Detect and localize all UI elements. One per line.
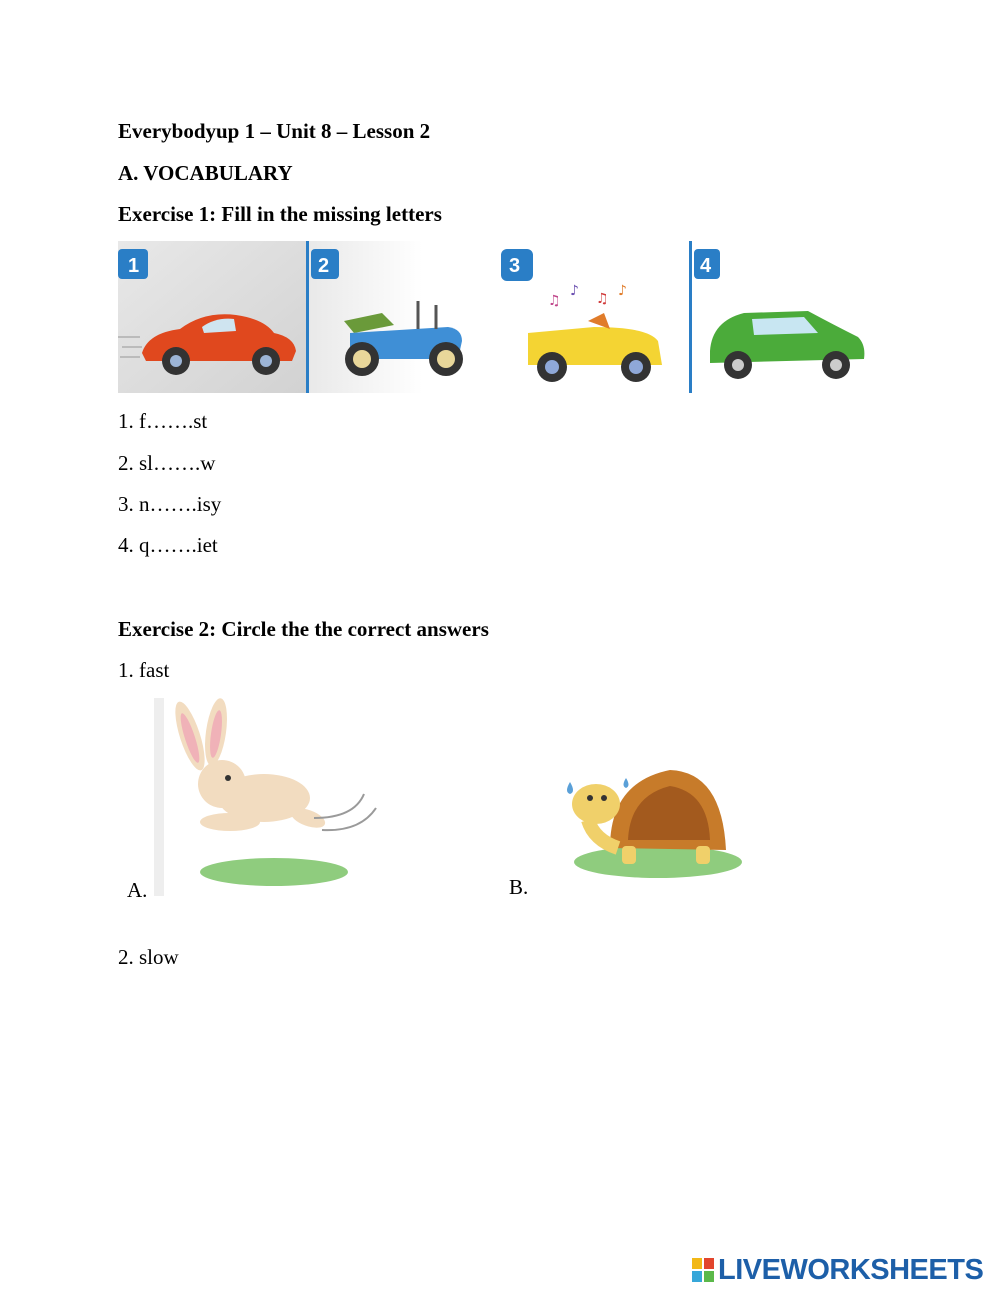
rabbit-image [154, 698, 382, 896]
section-heading: A. VOCABULARY [118, 161, 293, 185]
badge-2: 2 [318, 255, 330, 277]
exercise-2-question-1: 1. fast [118, 658, 170, 682]
exercise-1-item-4[interactable]: 4. q…….iet [118, 533, 218, 557]
exercise-2-question-2: 2. slow [118, 945, 179, 969]
exercise-1-item-1[interactable]: 1. f…….st [118, 409, 208, 433]
svg-text:♫: ♫ [548, 293, 561, 309]
logo-blocks-icon [692, 1258, 714, 1282]
fast-car-image [118, 241, 306, 393]
noisy-car-image [499, 241, 689, 393]
badge-4: 4 [700, 255, 712, 277]
slow-car-image [309, 241, 499, 393]
worksheet-title: Everybodyup 1 – Unit 8 – Lesson 2 [118, 119, 431, 143]
svg-text:♪: ♪ [618, 283, 627, 299]
exercise-1-title: Exercise 1: Fill in the missing letters [118, 202, 442, 226]
svg-text:♫: ♫ [596, 291, 609, 307]
logo-text: LIVEWORKSHEETS [718, 1253, 984, 1286]
option-a-label[interactable]: A. [127, 878, 148, 902]
svg-text:♪: ♪ [570, 283, 579, 299]
cars-image-strip [118, 241, 870, 393]
exercise-2-title: Exercise 2: Circle the the correct answers [118, 617, 489, 641]
option-b-label[interactable]: B. [509, 875, 529, 899]
liveworksheets-logo [692, 1254, 983, 1286]
badge-1: 1 [128, 255, 140, 277]
exercise-1-item-2[interactable]: 2. sl…….w [118, 451, 216, 475]
quiet-car-image [692, 241, 870, 393]
turtle-image [540, 700, 744, 896]
badge-3: 3 [509, 255, 521, 277]
exercise-1-item-3[interactable]: 3. n…….isy [118, 492, 222, 516]
